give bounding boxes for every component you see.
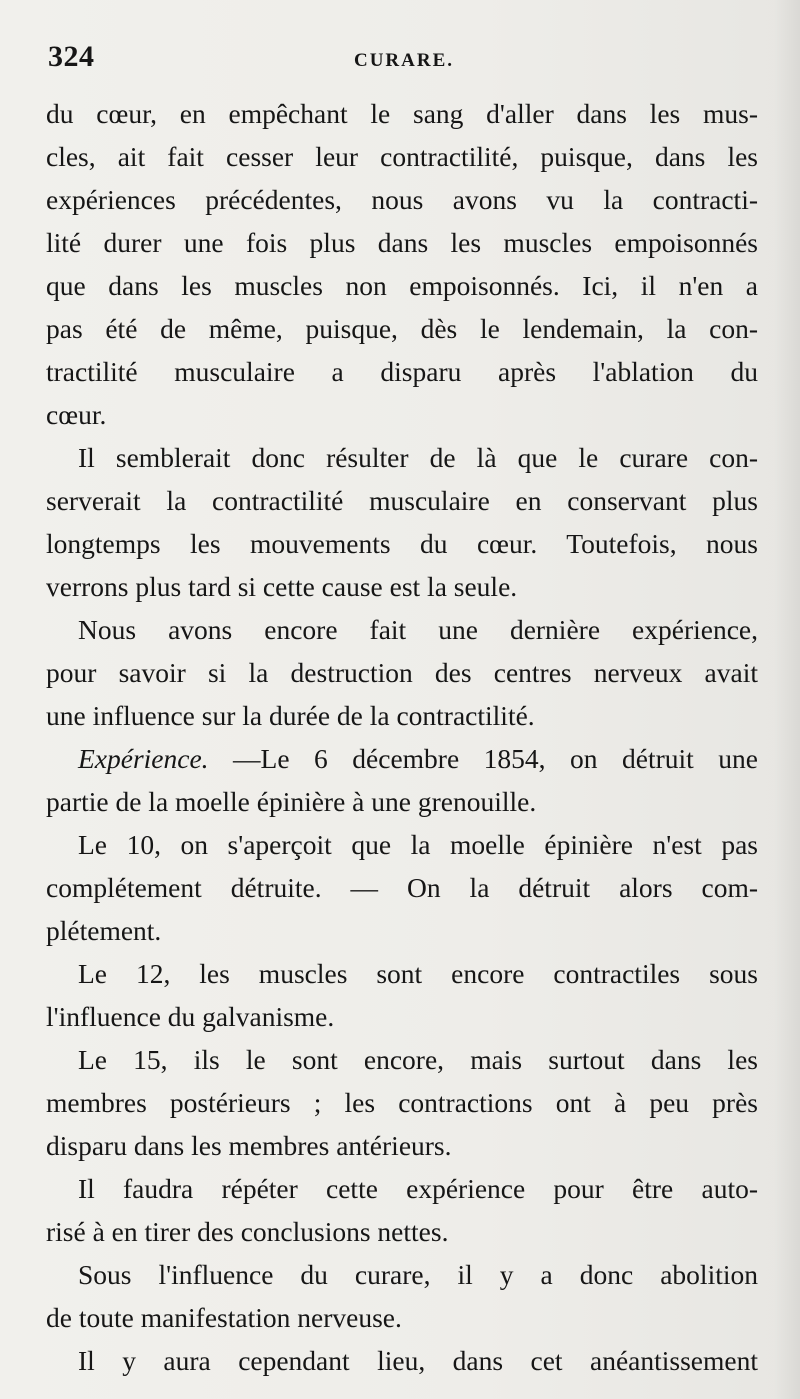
text-line: de toute manifestation nerveuse. — [46, 1302, 402, 1333]
text-line: Il y aura cependant lieu, dans cet anéantissement — [78, 1345, 758, 1376]
text-line: Le 15, ils le sont encore, mais surtout dans les — [78, 1044, 758, 1075]
text-line: cles, ait fait cesser leur contractilité, puisque, dans les — [46, 141, 758, 172]
text-line: partie de la moelle épinière à une grenouille. — [46, 786, 537, 817]
text-line: que dans les muscles non empoisonnés. Ici, il n'en a — [46, 270, 758, 301]
text-line: tractilité musculaire a disparu après l'ablation du — [46, 356, 758, 387]
text-line: complétement détruite. — On la détruit alors com- — [46, 872, 758, 903]
text-line: Il faudra répéter cette expérience pour être auto- — [78, 1173, 758, 1204]
text-line: Le 10, on s'aperçoit que la moelle épinière n'est pas — [78, 829, 758, 860]
text-line: plétement. — [46, 915, 162, 946]
text-line: disparu dans les membres antérieurs. — [46, 1130, 452, 1161]
text-line: Sous l'influence du curare, il y a donc abolition — [78, 1259, 758, 1290]
text-line: expériences précédentes, nous avons vu la contracti- — [46, 184, 758, 215]
text-line: Nous avons encore fait une dernière expérience, — [78, 614, 758, 645]
text-line: Il semblerait donc résulter de là que le curare con- — [78, 442, 758, 473]
text-line: pour savoir si la destruction des centres nerveux avait — [46, 657, 758, 688]
page-number: 324 — [48, 40, 95, 73]
text-line: une influence sur la durée de la contractilité. — [46, 700, 535, 731]
page-edge-shadow — [774, 0, 800, 1399]
text-line: pas été de même, puisque, dès le lendemain, la con- — [46, 313, 758, 344]
experiment-label: Expérience. — [78, 743, 209, 774]
experiment-line — [46, 737, 758, 780]
text-line: l'influence du galvanisme. — [46, 1001, 335, 1032]
running-head: CURARE. — [353, 50, 455, 71]
body-text — [46, 92, 758, 1382]
experiment-text: —Le 6 décembre 1854, on détruit une — [233, 743, 758, 774]
text-line: verrons plus tard si cette cause est la seule. — [46, 571, 518, 602]
text-line: lité durer une fois plus dans les muscles empoisonnés — [46, 227, 758, 258]
text-line: longtemps les mouvements du cœur. Toutefois, nous — [46, 528, 758, 559]
page-header — [46, 40, 762, 80]
text-line: Le 12, les muscles sont encore contractiles sous — [78, 958, 758, 989]
text-line: membres postérieurs ; les contractions ont à peu près — [46, 1087, 758, 1118]
text-line: serverait la contractilité musculaire en conservant plus — [46, 485, 758, 516]
text-line: cœur. — [46, 399, 107, 430]
text-line: risé à en tirer des conclusions nettes. — [46, 1216, 449, 1247]
text-line: du cœur, en empêchant le sang d'aller dans les mus- — [46, 98, 758, 129]
